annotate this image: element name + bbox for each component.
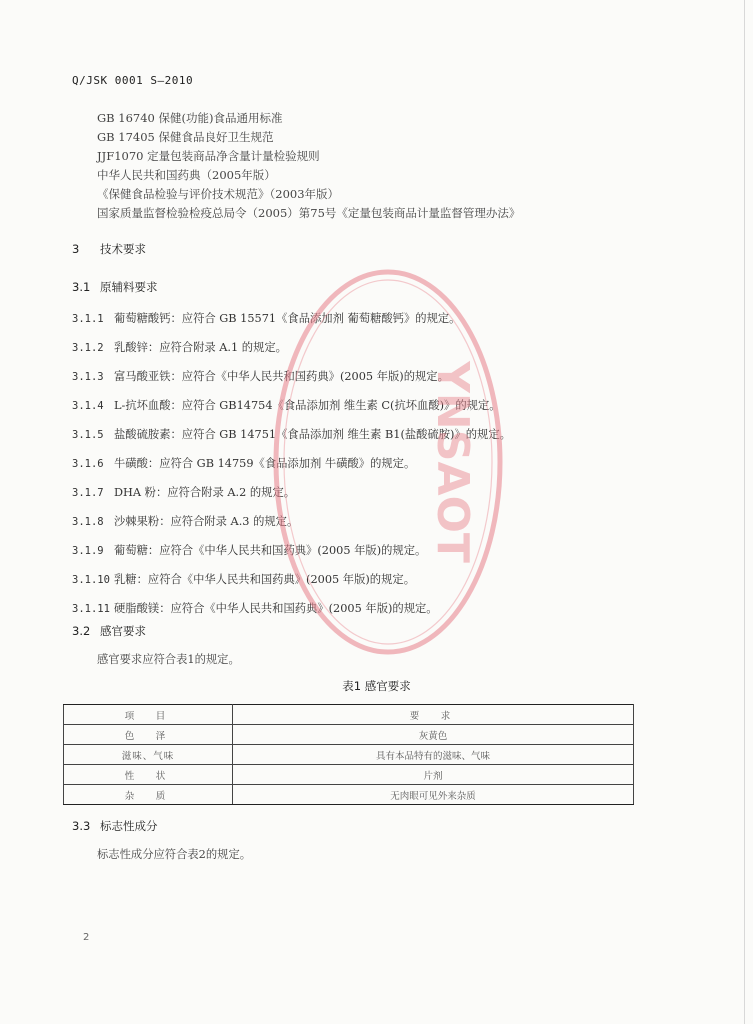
materials-list [72,304,511,623]
normative-references [97,109,520,223]
section-number: 3.2 [72,624,91,638]
item-text: 牛磺酸：应符合 GB 14759《食品添加剂 牛磺酸》的规定。 [114,457,416,470]
item-number: 3.1.4 [72,400,104,412]
reference-line: 《保健食品检验与评价技术规范》（2003年版） [97,187,340,201]
item-number: 3.1.8 [72,516,104,528]
page-number: 2 [83,932,90,943]
section-title: 技术要求 [100,242,146,256]
section-3-heading [72,241,146,257]
item-text: 乳糖：应符合《中华人民共和国药典》(2005 年版)的规定。 [114,573,415,586]
item-number: 3.1.3 [72,371,104,383]
seal-text: YNSAOT [427,361,478,563]
section-title: 原辅料要求 [100,280,158,294]
table-cell: 杂 质 [64,785,233,805]
list-item [72,304,511,333]
table-caption: 表1 感官要求 [342,679,411,693]
list-item [72,565,511,594]
list-item [72,536,511,565]
section-number: 3.1 [72,280,91,294]
item-number: 3.1.2 [72,342,104,354]
item-text: 葡萄糖酸钙：应符合 GB 15571《食品添加剂 葡萄糖酸钙》的规定。 [114,312,461,325]
list-item [72,420,511,449]
item-text: 葡萄糖：应符合《中华人民共和国药典》(2005 年版)的规定。 [114,544,427,557]
item-text: 盐酸硫胺素：应符合 GB 14751《食品添加剂 维生素 B1(盐酸硫胺)》的规定。 [114,428,511,441]
item-number: 3.1.7 [72,487,104,499]
reference-line: GB 17405 保健食品良好卫生规范 [97,130,274,144]
column-header: 项 目 [64,705,233,725]
list-item [72,594,511,623]
table-cell: 滋味、气味 [64,745,233,765]
table-cell: 色 泽 [64,725,233,745]
sensory-requirements-table [63,704,634,805]
item-text: 富马酸亚铁：应符合《中华人民共和国药典》(2005 年版)的规定。 [114,370,449,383]
table-cell: 性 状 [64,765,233,785]
section-title: 感官要求 [100,624,146,638]
item-text: L-抗坏血酸：应符合 GB14754《食品添加剂 维生素 C(抗坏血酸)》的规定。 [114,399,501,412]
section-number: 3 [72,242,80,256]
section-number: 3.3 [72,819,91,833]
column-header: 要 求 [233,705,634,725]
list-item [72,478,511,507]
table-row [64,745,634,765]
list-item [72,449,511,478]
item-text: 乳酸锌：应符合附录 A.1 的规定。 [114,341,287,354]
table-row [64,765,634,785]
item-text: 硬脂酸镁：应符合《中华人民共和国药典》(2005 年版)的规定。 [114,602,438,615]
section-3-1-heading [72,279,158,295]
section-3-2-body: 感官要求应符合表1的规定。 [97,653,240,666]
table-row [64,785,634,805]
item-number: 3.1.11 [72,603,110,615]
section-3-3-heading [72,818,158,834]
list-item [72,391,511,420]
section-title: 标志性成分 [100,819,158,833]
standard-code-header: Q/JSK 0001 S—2010 [72,74,194,87]
item-number: 3.1.1 [72,313,104,325]
item-text: 沙棘果粉：应符合附录 A.3 的规定。 [114,515,299,528]
list-item [72,507,511,536]
list-item [72,333,511,362]
item-text: DHA 粉：应符合附录 A.2 的规定。 [114,486,296,499]
table-cell: 无肉眼可见外来杂质 [233,785,634,805]
item-number: 3.1.5 [72,429,104,441]
list-item [72,362,511,391]
item-number: 3.1.9 [72,545,104,557]
reference-line: GB 16740 保健(功能)食品通用标准 [97,111,283,125]
item-number: 3.1.6 [72,458,104,470]
item-number: 3.1.10 [72,574,110,586]
page-edge [744,0,745,1024]
table-cell: 具有本品特有的滋味、气味 [233,745,634,765]
section-3-2-heading [72,623,146,639]
reference-line: JJF1070 定量包装商品净含量计量检验规则 [97,149,320,163]
table-row [64,725,634,745]
section-3-3-body: 标志性成分应符合表2的规定。 [97,848,252,861]
table-cell: 片剂 [233,765,634,785]
reference-line: 中华人民共和国药典（2005年版） [97,168,276,182]
reference-line: 国家质量监督检验检疫总局令（2005）第75号《定量包装商品计量监督管理办法》 [97,206,521,220]
table-header-row [64,705,634,725]
table-cell: 灰黄色 [233,725,634,745]
